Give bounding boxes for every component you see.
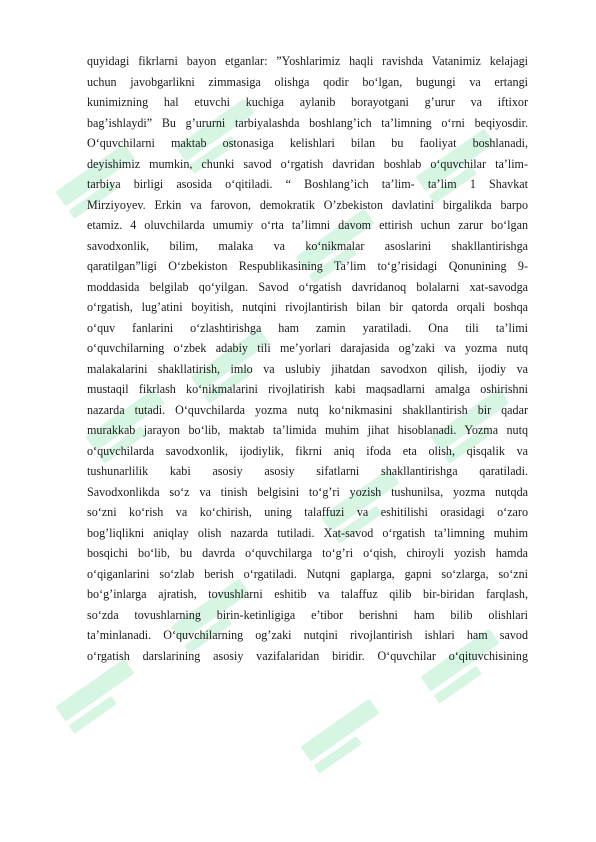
- text-line: kunimizning hal etuvchi kuchiga aylanib borayotgani g’urur va iftixor: [87, 95, 528, 109]
- text-line: o‘quvchilarning o‘zbek adabiy tili me’yorlari darajasida og’zaki va yozma nutq: [87, 341, 528, 355]
- text-line: tarbiya birligi asosida o‘qitiladi. “ Boshlang’ich ta’lim- ta’lim 1 Shavkat: [87, 177, 528, 191]
- text-line: o‘rgatish, lug’atini boyitish, nutqini rivojlantirish bilan bir qatorda orqali boshqa: [87, 300, 528, 314]
- text-line: o‘rgatish darslarining asosiy vazifalaridan biridir. O‘quvchilar o‘qituvchisining: [87, 648, 528, 663]
- text-line: bosqichi bo‘lib, bu davrda o‘quvchilarga to‘g’ri o‘qish, chiroyli yozish hamda: [87, 546, 528, 560]
- text-line: malakalarini shakllatirish, imlo va uslubiy jihatdan savodxon qilish, ijodiy va: [87, 361, 528, 376]
- text-line: o‘quv fanlarini o‘zlashtirishga ham zamin yaratiladi. Ona tili ta’limi: [87, 320, 528, 335]
- text-line: Mirziyoyev. Erkin va farovon, demokratik O’zbekiston davlatini birgalikda barpo: [87, 197, 528, 212]
- text-line: nazarda tutadi. O‘quvchilarda yozma nutq ko‘nikmasini shakllantirish bir qadar: [87, 402, 528, 417]
- text-line: Savodxonlikda so‘z va tinish belgisini to‘g’ri yozish tushunilsa, yozma nutqda: [87, 484, 528, 499]
- text-line: mustaqil fikrlash ko‘nikmalarini rivojlatirish kabi maqsadlarni amalga oshirishni: [87, 382, 528, 396]
- text-line: bag’ishlaydi” Bu g’ururni tarbiyalashda boshlang’ich ta’limning o‘rni beqiyosdir.: [87, 115, 528, 130]
- text-line: o‘qiganlarini so‘zlab berish o‘rgatiladi. Nutqni gaplarga, gapni so‘zlarga, so‘zni: [87, 566, 528, 581]
- text-line: deyishimiz mumkin, chunki savod o‘rgatish davridan boshlab o‘quvchilar ta’lim-: [87, 156, 528, 171]
- text-line: tushunarlilik kabi asosiy asosiy sifatlarni shakllantirishga qaratiladi.: [87, 464, 528, 478]
- text-line: O‘quvchilarni maktab ostonasiga kelishlari bilan bu faoliyat boshlanadi,: [87, 136, 528, 150]
- diagonal-watermark-icon: [55, 659, 143, 734]
- text-line: ta’minlanadi. O‘quvchilarning og’zaki nutqini rivojlantirish ishlari ham savod: [87, 628, 528, 642]
- text-line: bog’liqlikni aniqlay olish nazarda tutiladi. Xat-savod o‘rgatish ta’limning muhim: [87, 525, 528, 540]
- document-body-text: [87, 51, 528, 666]
- text-line: etamiz. 4 oluvchilarda umumiy o‘rta ta’limni davom ettirish uchun zarur bo‘lgan: [87, 218, 528, 232]
- text-line: moddasida belgilab qo‘yilgan. Savod o‘rgatish davridanoq bolalarni xat-savodga: [87, 279, 528, 294]
- text-line: so‘zni ko‘rish va ko‘chirish, uning talaffuzi va eshitilishi orasidagi o‘zaro: [87, 505, 528, 519]
- text-line: savodxonlik, bilim, malaka va ko‘nikmalar asoslarini shakllantirishga: [87, 238, 528, 253]
- text-line: o‘quvchilarda savodxonlik, ijodiylik, fikrni aniq ifoda eta olish, qisqalik va: [87, 443, 528, 458]
- text-line: qaratilgan”ligi O‘zbekiston Respublikasining Ta’lim to‘g’risidagi Qonunining 9-: [87, 259, 528, 273]
- text-line: quyidagi fikrlarni bayon etganlar: ”Yoshlarimiz haqli ravishda Vatanimiz kelajagi: [87, 54, 528, 68]
- text-line: so‘zda tovushlarning birin-ketinligiga e’tibor berishni ham bilib olishlari: [87, 607, 528, 622]
- diagonal-watermark-icon: [300, 699, 388, 774]
- text-line: murakkab jarayon bo‘lib, maktab ta’limida muhim jihat hisoblanadi. Yozma nutq: [87, 423, 528, 437]
- text-line: uchun javobgarlikni zimmasiga olishga qodir bo‘lgan, bugungi va ertangi: [87, 74, 528, 89]
- text-line: bo‘g’inlarga ajratish, tovushlarni eshitib va talaffuz qilib bir-biridan farqlash,: [87, 587, 528, 601]
